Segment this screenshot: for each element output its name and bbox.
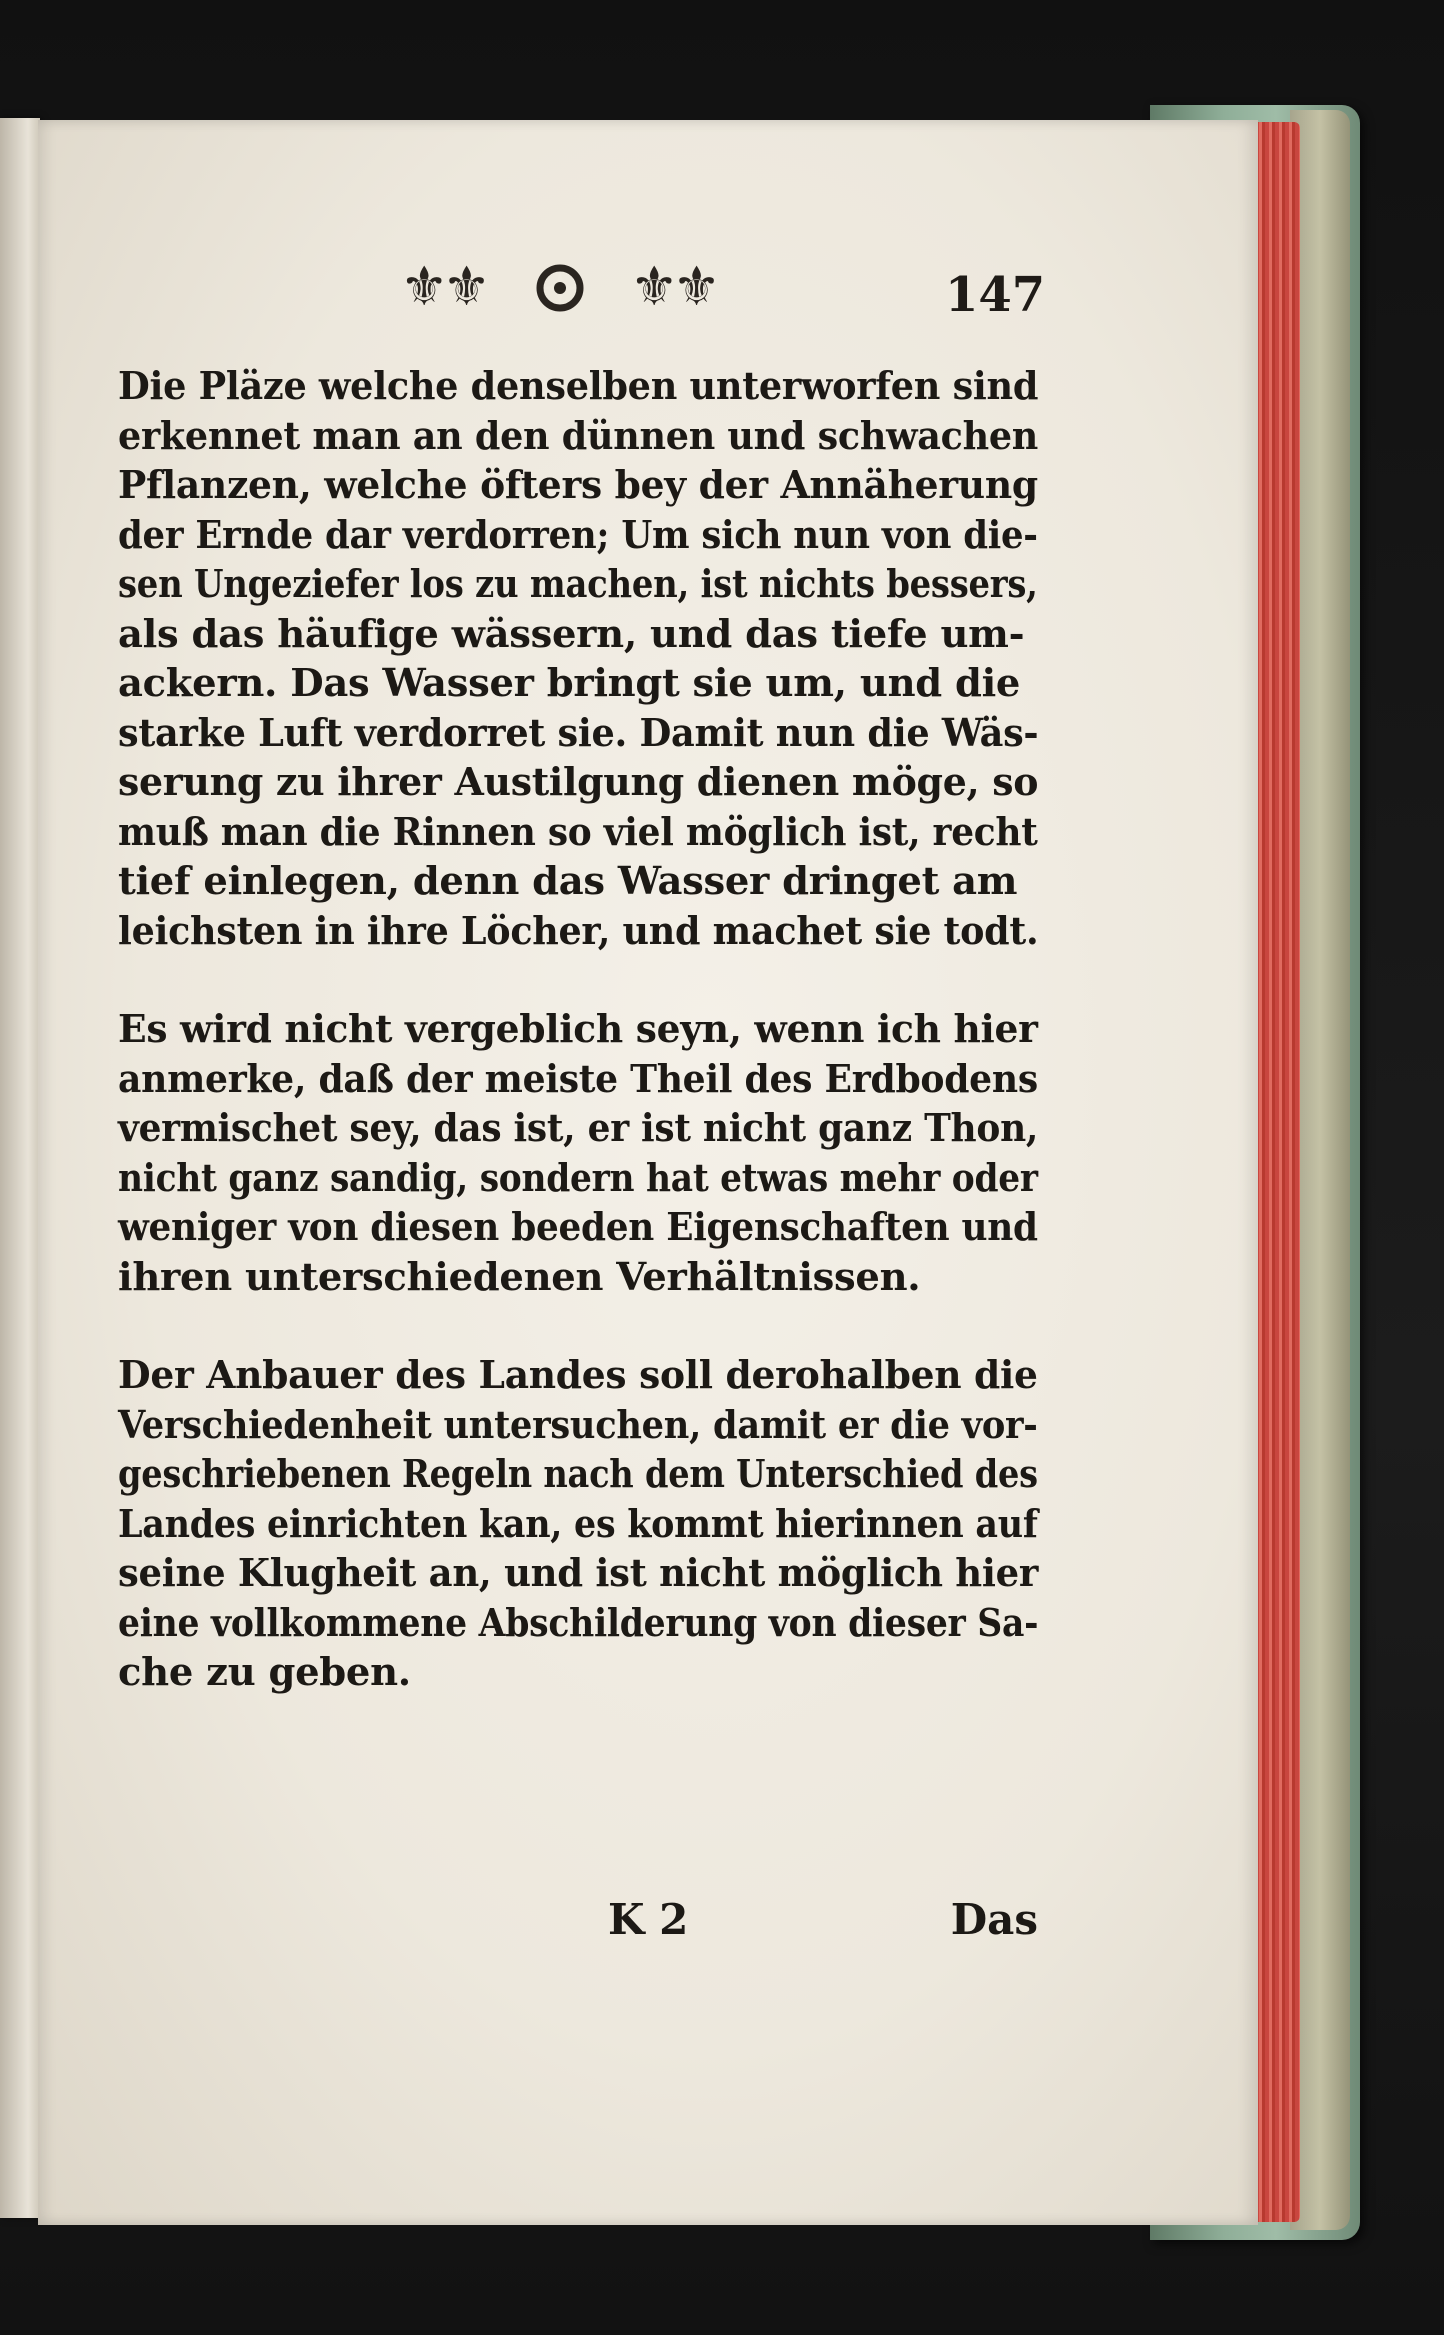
text-line: als das häufige wässern, und das tiefe um- — [118, 611, 1025, 657]
text-line: starke Luft verdorret sie. Damit nun die Wäs- — [118, 710, 1039, 756]
text-line: vermischet sey, das ist, er ist nicht ganz Thon, — [118, 1106, 1039, 1151]
paragraph — [118, 1351, 1038, 1698]
text-line: Landes einrichten kan, es kommt hierinnen auf — [118, 1501, 1038, 1547]
text-line: Pflanzen, welche öfters bey der Annäherung — [118, 463, 1038, 508]
text-line: Verschiedenheit untersuchen, damit er die vor- — [118, 1402, 1038, 1448]
text-line: nicht ganz sandig, sondern hat etwas mehr oder — [118, 1155, 1038, 1201]
left-page-edge — [0, 118, 40, 2218]
text-line: Der Anbauer des Landes soll derohalben die — [118, 1353, 1038, 1398]
text-line: tief einlegen, denn das Wasser dringet am — [118, 859, 1018, 904]
text-line: ackern. Das Wasser bringt sie um, und die — [118, 661, 1021, 706]
body-text — [118, 362, 1038, 1698]
text-line: erkennet man an den dünnen und schwachen — [118, 413, 1039, 459]
page-header — [360, 255, 1046, 335]
text-line: sen Ungeziefer los zu machen, ist nichts bessers, — [118, 562, 1038, 607]
text-line: geschriebenen Regeln nach dem Unterschied des — [118, 1452, 1038, 1497]
text-line: serung zu ihrer Austilgung dienen möge, so — [118, 760, 1039, 805]
text-line: seine Klugheit an, und ist nicht möglich hier — [118, 1551, 1039, 1596]
paragraph — [118, 1005, 1038, 1302]
text-line: ihren unterschiedenen Verhältnissen. — [118, 1254, 921, 1300]
text-line: Es wird nicht vergeblich seyn, wenn ich hier — [118, 1007, 1038, 1052]
fleuron-right-icon: ⚜⚜ — [630, 255, 715, 318]
fleuron-left-icon: ⚜⚜ — [400, 255, 485, 318]
page-footer — [118, 1895, 1038, 1955]
text-line: Die Pläze welche denselben unterworfen sind — [118, 364, 1039, 409]
text-line: eine vollkommene Abschilderung von dieser Sa- — [118, 1600, 1039, 1646]
rosette-ornament-icon — [535, 263, 585, 313]
page-number: 147 — [945, 267, 1046, 323]
text-line: der Ernde dar verdorren; Um sich nun von die- — [118, 512, 1038, 558]
signature-mark: K 2 — [608, 1895, 689, 1944]
catchword: Das — [950, 1895, 1038, 1944]
text-line: che zu geben. — [118, 1650, 411, 1695]
text-line: leichsten in ihre Löcher, und machet sie todt. — [118, 908, 1039, 954]
paragraph — [118, 362, 1038, 956]
text-line: weniger von diesen beeden Eigenschaften und — [118, 1205, 1038, 1250]
text-line: muß man die Rinnen so viel möglich ist, recht — [118, 809, 1038, 855]
text-line: anmerke, daß der meiste Theil des Erdbodens — [118, 1056, 1038, 1102]
